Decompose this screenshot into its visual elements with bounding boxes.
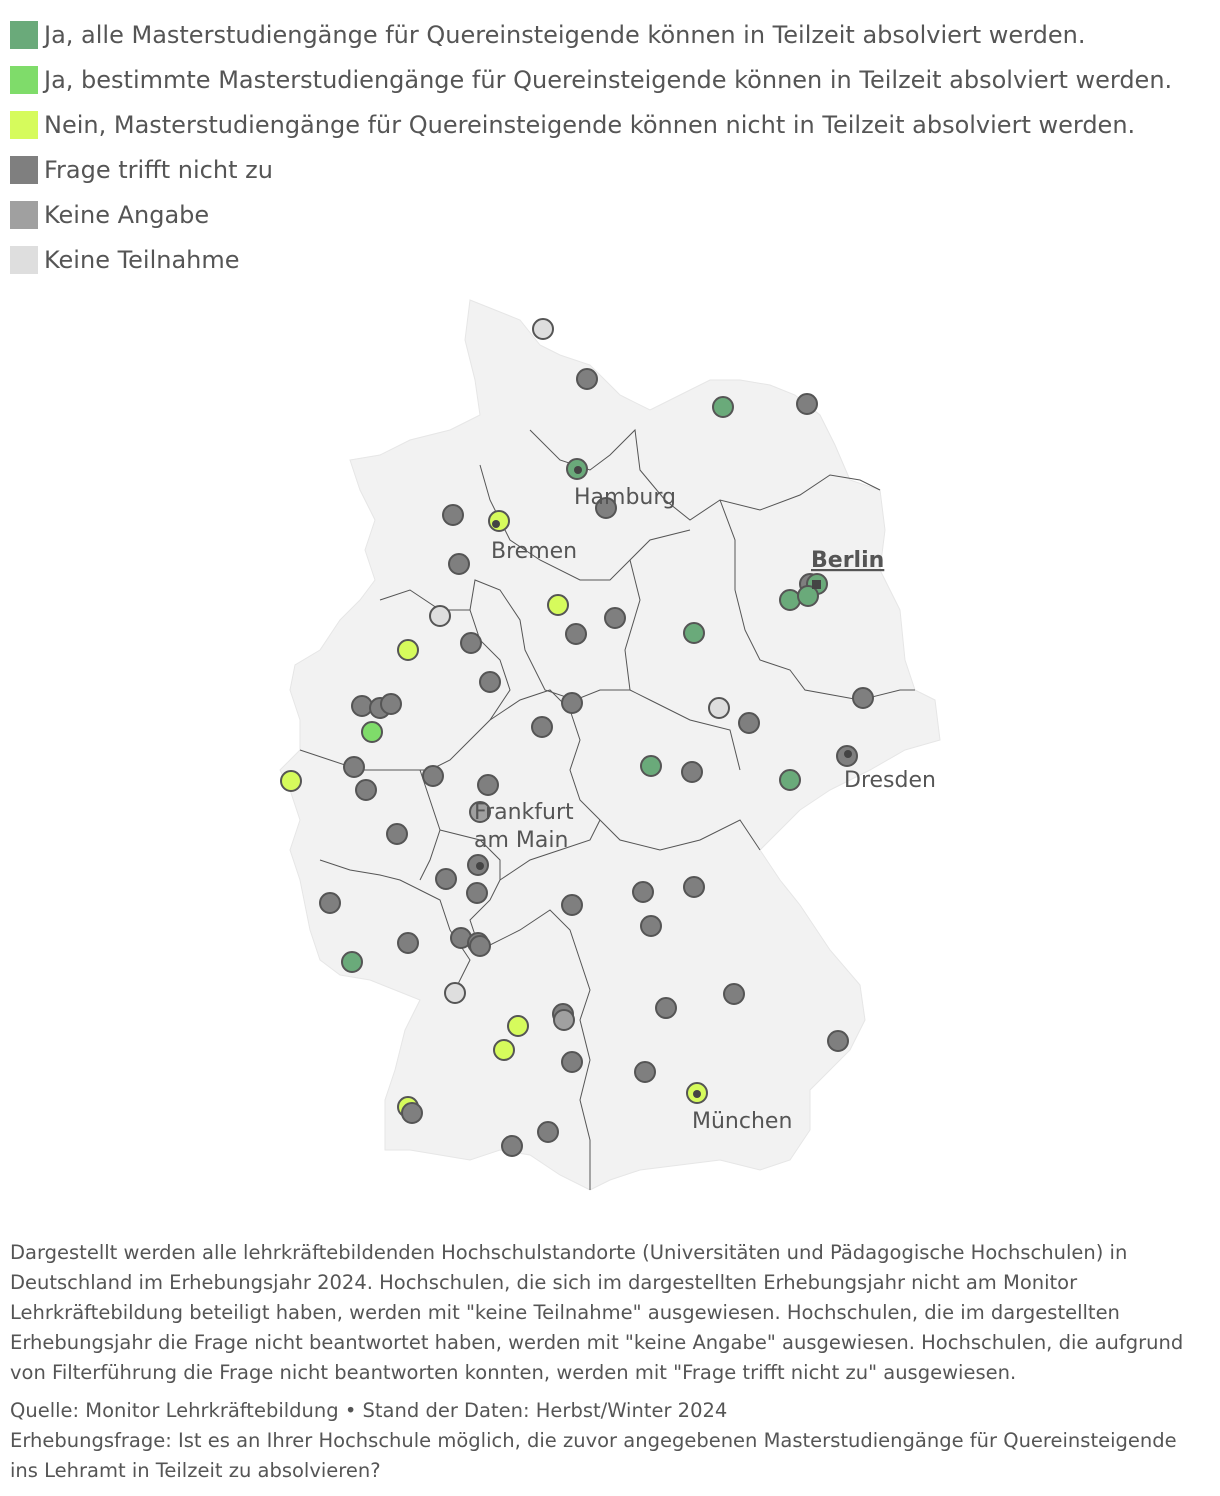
university-marker[interactable]: [724, 984, 744, 1004]
germany-outline: [280, 300, 940, 1190]
university-marker[interactable]: [797, 394, 817, 414]
university-marker[interactable]: [533, 319, 553, 339]
legend-label: Frage trifft nicht zu: [44, 155, 273, 184]
legend-item-ja-bestimmte[interactable]: [10, 57, 1172, 102]
city-marker: [693, 1090, 701, 1098]
university-marker[interactable]: [562, 895, 582, 915]
city-marker: [476, 862, 484, 870]
legend: [10, 12, 1172, 282]
university-marker[interactable]: [398, 640, 418, 660]
university-marker[interactable]: [656, 998, 676, 1018]
university-marker[interactable]: [342, 952, 362, 972]
university-marker[interactable]: [356, 780, 376, 800]
legend-label: Keine Teilnahme: [44, 245, 240, 274]
university-marker[interactable]: [554, 1010, 574, 1030]
university-marker[interactable]: [436, 869, 456, 889]
legend-item-nein[interactable]: [10, 102, 1172, 147]
legend-swatch: [10, 246, 38, 274]
university-marker[interactable]: [423, 766, 443, 786]
university-marker[interactable]: [853, 688, 873, 708]
university-marker[interactable]: [470, 936, 490, 956]
university-marker[interactable]: [641, 756, 661, 776]
university-marker[interactable]: [508, 1016, 528, 1036]
city-label-bremen: Bremen: [491, 539, 578, 564]
university-marker[interactable]: [780, 590, 800, 610]
legend-swatch: [10, 66, 38, 94]
legend-item-ja-alle[interactable]: [10, 12, 1172, 57]
university-marker[interactable]: [532, 717, 552, 737]
legend-label: Nein, Masterstudiengänge für Quereinsteigende können nicht in Teilzeit absolviert werden.: [44, 110, 1136, 139]
university-marker[interactable]: [682, 762, 702, 782]
map-description: Dargestellt werden alle lehrkräftebildenden Hochschulstandorte (Universitäten und Pädagogische Hochschulen) in Deutschland im Erhebungsjahr 2024. Hochschulen, die sich im dargestellten Erhebungsjahr nicht am Monitor Lehrkräftebildung beteiligt haben, werden mit "keine Teilnahme" ausgewiesen. Hochschulen, die im dargestellten Erhebungsjahr die Frage nicht beantwortet haben, werden mit "keine Angabe" ausgewiesen. Hochschulen, die aufgrund von Filterführung die Frage nicht beantworten konnten, werden mit "Frage trifft nicht zu" ausgewiesen.: [10, 1241, 1184, 1384]
germany-map: [0, 290, 1220, 1210]
legend-label: Keine Angabe: [44, 200, 210, 229]
university-marker[interactable]: [684, 877, 704, 897]
university-marker[interactable]: [461, 633, 481, 653]
university-marker[interactable]: [489, 511, 509, 531]
legend-item-keine-angabe[interactable]: [10, 192, 1172, 237]
university-marker[interactable]: [502, 1136, 522, 1156]
university-marker[interactable]: [494, 1040, 514, 1060]
university-marker[interactable]: [739, 713, 759, 733]
footer: [10, 1238, 1200, 1486]
university-marker[interactable]: [449, 554, 469, 574]
university-marker[interactable]: [709, 698, 729, 718]
city-label-berlin: Berlin: [811, 548, 885, 573]
legend-item-trifft-nicht-zu[interactable]: [10, 147, 1172, 192]
university-marker[interactable]: [780, 770, 800, 790]
university-marker[interactable]: [641, 916, 661, 936]
capital-marker: [812, 580, 821, 589]
university-marker[interactable]: [713, 397, 733, 417]
university-marker[interactable]: [352, 696, 372, 716]
university-marker[interactable]: [402, 1103, 422, 1123]
legend-label: Ja, bestimmte Masterstudiengänge für Quereinsteigende können in Teilzeit absolviert werden.: [44, 65, 1173, 94]
university-marker[interactable]: [387, 824, 407, 844]
university-marker[interactable]: [445, 983, 465, 1003]
university-marker[interactable]: [478, 775, 498, 795]
map-source: Quelle: Monitor Lehrkräftebildung • Stand der Daten: Herbst/Winter 2024: [10, 1399, 728, 1422]
university-marker[interactable]: [684, 623, 704, 643]
university-marker[interactable]: [443, 505, 463, 525]
legend-swatch: [10, 156, 38, 184]
university-marker[interactable]: [320, 893, 340, 913]
city-label-hamburg: Hamburg: [574, 485, 676, 510]
university-marker[interactable]: [633, 882, 653, 902]
university-marker[interactable]: [566, 624, 586, 644]
university-marker[interactable]: [828, 1031, 848, 1051]
university-marker[interactable]: [548, 595, 568, 615]
city-label-dresden: Dresden: [844, 768, 936, 793]
university-marker[interactable]: [562, 693, 582, 713]
university-marker[interactable]: [398, 933, 418, 953]
university-marker[interactable]: [381, 694, 401, 714]
legend-item-keine-teilnahme[interactable]: [10, 237, 1172, 282]
university-marker[interactable]: [362, 722, 382, 742]
city-marker: [844, 750, 852, 758]
legend-swatch: [10, 201, 38, 229]
university-marker[interactable]: [538, 1122, 558, 1142]
legend-label: Ja, alle Masterstudiengänge für Quereinsteigende können in Teilzeit absolviert werden.: [44, 20, 1086, 49]
university-marker[interactable]: [577, 369, 597, 389]
legend-swatch: [10, 21, 38, 49]
university-marker[interactable]: [281, 771, 301, 791]
university-marker[interactable]: [480, 672, 500, 692]
university-marker[interactable]: [562, 1052, 582, 1072]
city-marker: [574, 466, 582, 474]
university-marker[interactable]: [467, 883, 487, 903]
university-marker[interactable]: [635, 1062, 655, 1082]
survey-question: Erhebungsfrage: Ist es an Ihrer Hochschule möglich, die zuvor angegebenen Masterstudiengänge für Quereinsteigende ins Lehramt in Teilzeit zu absolvieren?: [10, 1429, 1177, 1482]
city-label-muenchen: München: [692, 1109, 793, 1134]
university-marker[interactable]: [344, 757, 364, 777]
city-marker: [492, 520, 500, 528]
university-marker[interactable]: [605, 608, 625, 628]
university-marker[interactable]: [430, 606, 450, 626]
legend-swatch: [10, 111, 38, 139]
city-label-frankfurt: Frankfurt am Main: [474, 800, 574, 853]
